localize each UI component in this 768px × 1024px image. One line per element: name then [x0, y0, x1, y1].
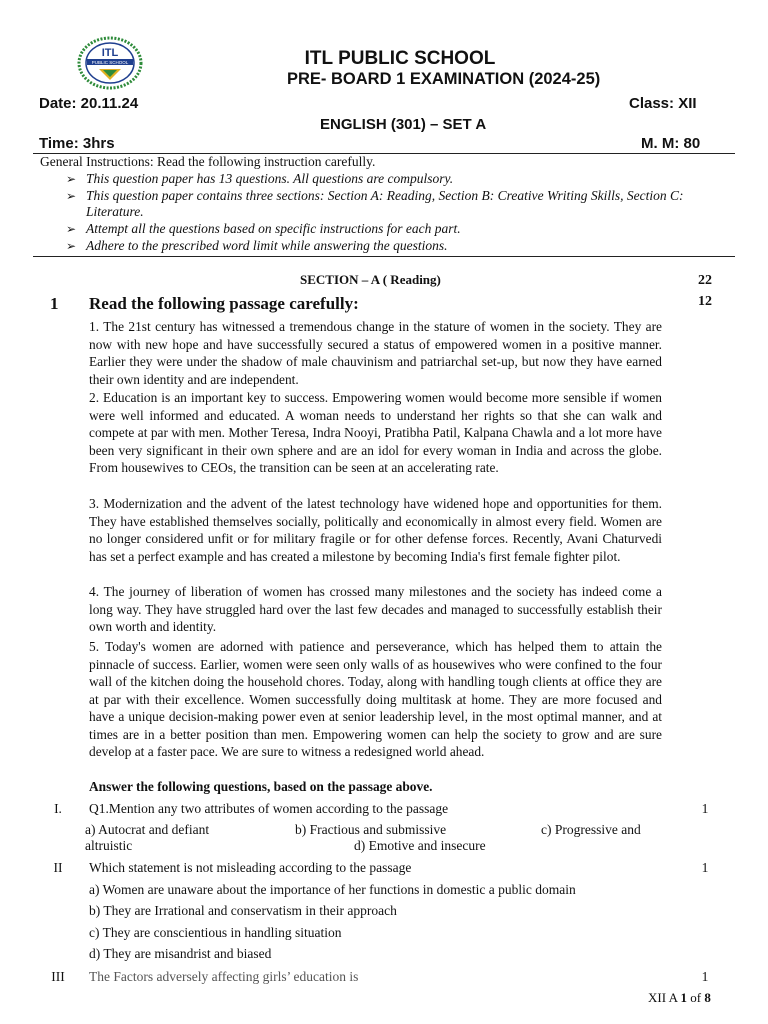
subquestion-text: Q1.Mention any two attributes of women according to the passage: [89, 801, 449, 816]
instructions-title: General Instructions: Read the following instruction carefully.: [40, 154, 376, 169]
passage-paragraph: 5. Today's women are adorned with patience and perseverance, which has helped them to attain the pinnacle of success. Earlier, women were seen only walls of as housewives who were confined to the four wall of the kitchen doing the household chores. Today, along with handling tough clients at office they are at par with their excellence. Women successfully doing multitask at home. They are more focused and have a unique decision-making power even at senior leadership level, in the most optimal manner, and at times are in a better position than men. Empowering women can help the society to grow and are sure develop at a faster pace. We are sure to witness a redesigned world ahead.: [89, 639, 662, 759]
logo-text-band: PUBLIC SCHOOL: [91, 60, 129, 65]
passage-paragraph: 1. The 21st century has witnessed a tremendous change in the stature of women in the society. They are now with new hope and have successfully secured a status of empowered women in a positive manner. Earlier they were under the shadow of male chauvinism and patriarchal set-up, but now they have earned their own identity and are independent.: [89, 319, 662, 387]
exam-subject: ENGLISH (301) – SET A: [320, 116, 487, 133]
school-name: ITL PUBLIC SCHOOL: [304, 48, 496, 69]
arrow-bullet-icon: ➢: [66, 189, 77, 203]
instruction-item: ➢ This question paper contains three sections: Section A: Reading, Section B: Creative Writing Skills, Section C: Literature.: [66, 188, 684, 219]
option-a: a) Autocrat and defiant: [85, 822, 210, 837]
passage-paragraph: 4. The journey of liberation of women has crossed many milestones and the society has indeed come a long way. They have struggled hard over the last few decades and managed to successfully establish their own worth and identity.: [89, 584, 662, 634]
arrow-bullet-icon: ➢: [66, 239, 77, 253]
subquestion-number: I.: [54, 801, 62, 816]
option-c: c) Progressive and: [541, 822, 641, 837]
option-b: b) Fractious and submissive: [295, 822, 447, 837]
school-logo: [77, 36, 143, 90]
arrow-bullet-icon: ➢: [66, 172, 77, 186]
option-d: d) They are misandrist and biased: [89, 946, 272, 961]
exam-time: Time: 3hrs: [39, 135, 115, 152]
max-marks: M. M: 80: [641, 135, 701, 152]
exam-class: Class: XII: [629, 95, 697, 112]
section-a-marks: 22: [698, 273, 712, 288]
subquestion-marks: 1: [701, 860, 709, 875]
subquestion-text: Which statement is not misleading according to the passage: [89, 860, 412, 875]
passage-paragraph: 2. Education is an important key to success. Empowering women would become more sensible if women were well informed and educated. A woman needs to understand her rights so that she can walk and compete at par with men. Mother Teresa, Indra Nooyi, Pratibha Patil, Kalpana Chawla and a lot more have been very significant in their own sphere and are an idol for every woman in India and across the globe. From housewives to CEOs, the transition can be seen at an accelerating rate.: [89, 390, 662, 475]
subquestion-marks: 1: [701, 801, 709, 816]
option-c-continued: altruistic: [85, 838, 133, 853]
subquestion-marks: 1: [701, 969, 709, 984]
instruction-item: ➢ Adhere to the prescribed word limit while answering the questions.: [66, 238, 448, 253]
exam-date: Date: 20.11.24: [39, 95, 139, 112]
instructions-divider: [33, 256, 735, 257]
subquestion-number: III: [51, 969, 65, 984]
arrow-bullet-icon: ➢: [66, 222, 77, 236]
passage-paragraph: 3. Modernization and the advent of the latest technology have widened hope and opportunities for them. They have established themselves socially, politically and economically in almost every field. Women are no longer considered unfit or for military fragile or for other defense forces. Recently, Avani Chaturvedi has set a perfect example and has created a milestone by becoming India's first female fighter pilot.: [89, 496, 662, 564]
question-marks: 12: [698, 294, 712, 309]
answer-instruction: Answer the following questions, based on the passage above.: [89, 779, 433, 794]
subquestion-number: II: [53, 860, 63, 875]
exam-name: PRE- BOARD 1 EXAMINATION (2024-25): [287, 70, 601, 88]
option-c: c) They are conscientious in handling situation: [89, 925, 342, 940]
page-total: 8: [704, 990, 711, 1005]
section-a-heading: SECTION – A ( Reading): [300, 272, 441, 287]
instruction-item: ➢ Attempt all the questions based on specific instructions for each part.: [66, 221, 461, 236]
instruction-item: ➢ This question paper has 13 questions. All questions are compulsory.: [66, 171, 454, 186]
option-b: b) They are Irrational and conservatism in their approach: [89, 903, 397, 918]
option-a: a) Women are unaware about the importance of her functions in domestic a public domain: [89, 882, 576, 897]
subquestion-text: The Factors adversely affecting girls’ education is: [89, 969, 359, 984]
question-title: Read the following passage carefully:: [89, 294, 359, 313]
option-d: d) Emotive and insecure: [354, 838, 486, 853]
page-number: 1: [680, 990, 687, 1005]
logo-text-top: ITL: [101, 47, 119, 59]
page-footer: XII A 1 of 8: [648, 990, 711, 1005]
question-number: 1: [50, 294, 59, 313]
